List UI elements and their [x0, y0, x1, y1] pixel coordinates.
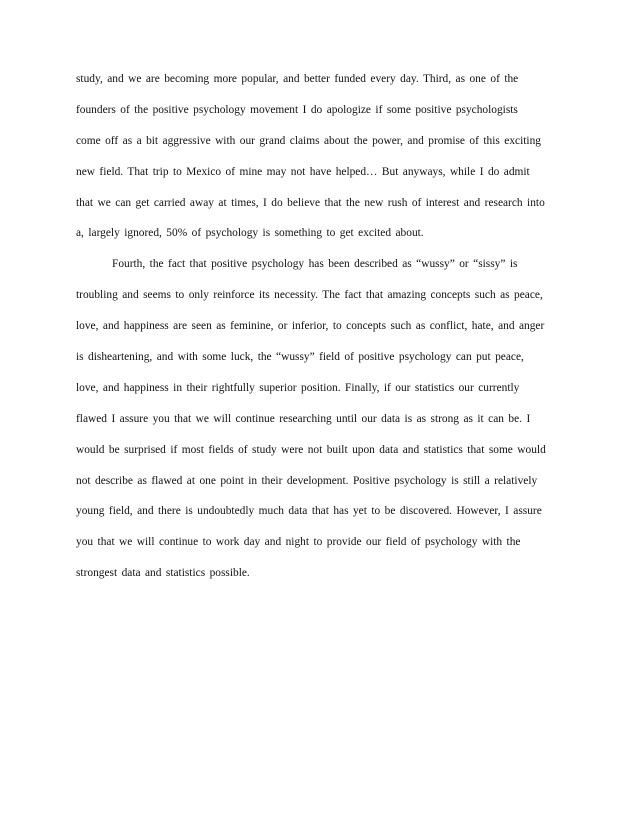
- text-line: young field, and there is undoubtedly much data that has yet to be discovered. However, I assure: [76, 505, 542, 518]
- text-line: love, and happiness are seen as feminine, or inferior, to concepts such as conflict, hate, and anger: [76, 320, 545, 333]
- text-line: come off as a bit aggressive with our grand claims about the power, and promise of this exciting: [76, 134, 541, 147]
- text-line: would be surprised if most fields of study were not built upon data and statistics that some would: [76, 443, 546, 456]
- text-line: flawed I assure you that we will continue researching until our data is as strong as it can be. I: [76, 412, 531, 425]
- text-line: founders of the positive psychology movement I do apologize if some positive psychologists: [76, 103, 518, 116]
- text-line: a, largely ignored, 50% of psychology is something to get excited about.: [76, 227, 424, 240]
- text-line: you that we will continue to work day and night to provide our field of psychology with the: [76, 536, 521, 549]
- text-line: that we can get carried away at times, I do believe that the new rush of interest and research into: [76, 196, 545, 209]
- paragraph-start-line: Fourth, the fact that positive psychology has been described as “wussy” or “sissy” is: [112, 258, 518, 271]
- text-line: love, and happiness in their rightfully superior position. Finally, if our statistics our currently: [76, 381, 520, 394]
- document-body: [76, 64, 562, 589]
- text-line: new field. That trip to Mexico of mine may not have helped… But anyways, while I do admit: [76, 165, 530, 178]
- text-line: study, and we are becoming more popular, and better funded every day. Third, as one of the: [76, 73, 519, 85]
- text-line: strongest data and statistics possible.: [76, 567, 250, 580]
- text-line: troubling and seems to only reinforce its necessity. The fact that amazing concepts such as peace,: [76, 289, 543, 302]
- text-line: is disheartening, and with some luck, the “wussy” field of positive psychology can put peace,: [76, 351, 524, 364]
- text-line: not describe as flawed at one point in their development. Positive psychology is still a relatively: [76, 474, 538, 487]
